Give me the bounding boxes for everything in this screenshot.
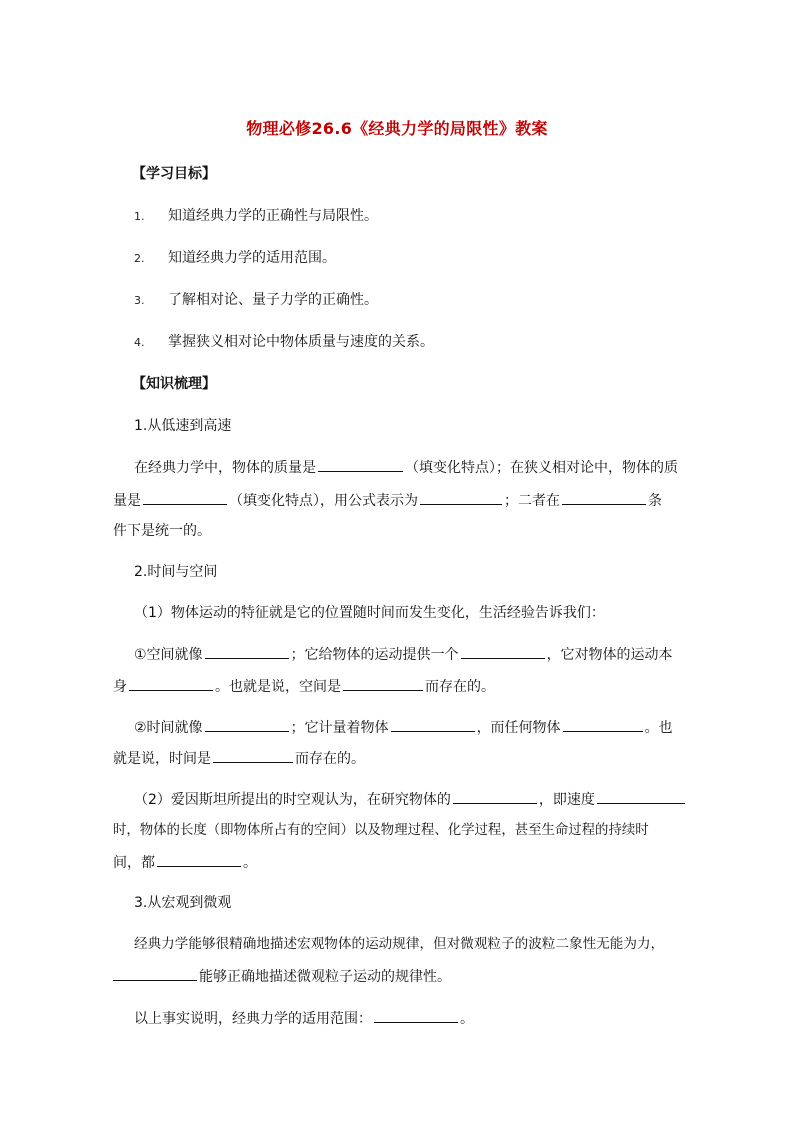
paragraph-line [134, 1008, 474, 1029]
answer-blank [420, 490, 502, 505]
section-heading-learning-goals: 【学习目标】 [132, 166, 216, 182]
text-run: （2）爱因斯坦所提出的时空观认为，在研究物体的 [134, 792, 451, 808]
text-run: 就是说，时间是 [113, 751, 211, 767]
paragraph-line [113, 676, 495, 697]
answer-blank [143, 490, 227, 505]
list-item-text: 掌握狭义相对论中物体质量与速度的关系。 [168, 334, 434, 350]
list-item-number: 2. [134, 252, 145, 265]
answer-blank [157, 852, 241, 867]
paragraph-line [134, 789, 687, 810]
list-item-text: 知道经典力学的正确性与局限性。 [168, 208, 378, 224]
answer-blank [113, 966, 197, 981]
answer-blank [343, 676, 423, 691]
answer-blank [129, 676, 213, 691]
text-run: 。 [243, 855, 257, 871]
paragraph-line [113, 748, 365, 769]
text-run: ，即速度 [538, 792, 595, 808]
answer-blank [461, 644, 545, 659]
answer-blank [213, 748, 293, 763]
answer-blank [374, 1008, 458, 1023]
list-item-number: 1. [134, 210, 145, 223]
list-item-number: 4. [134, 336, 145, 349]
answer-blank [205, 717, 289, 732]
text-run: ；它计量着物体 [290, 720, 389, 736]
list-item [134, 248, 336, 269]
subsection-label: 2.时间与空间 [134, 564, 218, 580]
paragraph-line: 件下是统一的。 [113, 523, 211, 539]
answer-blank [597, 789, 685, 804]
text-run: 而存在的。 [425, 679, 495, 695]
subsection-label: 3.从宏观到微观 [134, 895, 232, 911]
document-title: 物理必修26.6《经典力学的局限性》教案 [246, 119, 548, 138]
text-run: （填变化特点），用公式表示为 [229, 493, 418, 509]
subsection-label: 1.从低速到高速 [134, 418, 232, 434]
text-run: 间，都 [113, 855, 155, 871]
list-item [134, 206, 378, 227]
text-run: 条 [648, 493, 662, 509]
paragraph-line [134, 457, 678, 478]
text-run: 而存在的。 [295, 751, 365, 767]
text-run: ，而任何物体 [476, 720, 561, 736]
answer-blank [205, 644, 289, 659]
text-run: ②时间就像 [134, 720, 203, 736]
list-item-text: 了解相对论、量子力学的正确性。 [168, 292, 378, 308]
text-run: 量是 [113, 493, 141, 509]
answer-blank [562, 490, 646, 505]
answer-blank [391, 717, 475, 732]
text-run: ；二者在 [504, 493, 560, 509]
text-run: 以上事实说明，经典力学的适用范围： [134, 1011, 372, 1027]
list-item-number: 3. [134, 294, 145, 307]
text-run: ①空间就像 [134, 647, 203, 663]
answer-blank [318, 457, 403, 472]
paragraph-line [134, 717, 673, 738]
paragraph-line: （1）物体运动的特征就是它的位置随时间而发生变化，生活经验告诉我们： [134, 605, 605, 621]
list-item [134, 290, 378, 311]
text-run: 能够正确地描述微观粒子运动的规律性。 [199, 969, 451, 985]
paragraph-line [113, 966, 451, 987]
list-item-text: 知道经典力学的适用范围。 [168, 250, 336, 266]
text-run: ，它对物体的运动本 [546, 647, 673, 663]
answer-blank [563, 717, 643, 732]
paragraph-line [113, 490, 662, 511]
paragraph-line: 经典力学能够很精确地描述宏观物体的运动规律，但对微观粒子的波粒二象性无能为力， [134, 936, 665, 952]
answer-blank [453, 789, 537, 804]
text-run: 。 [460, 1011, 474, 1027]
text-run: 在经典力学中，物体的质量是 [134, 460, 316, 476]
paragraph-line: 时，物体的长度（即物体所占有的空间）以及物理过程、化学过程，甚至生命过程的持续时 [113, 823, 649, 838]
text-run: 。也 [644, 720, 673, 736]
text-run: （填变化特点）；在狭义相对论中，物体的质 [405, 460, 678, 476]
text-run: 。也就是说，空间是 [215, 679, 341, 695]
paragraph-line [134, 644, 673, 665]
list-item [134, 332, 434, 353]
paragraph-line [113, 852, 257, 873]
text-run: ；它给物体的运动提供一个 [290, 647, 459, 663]
section-heading-knowledge: 【知识梳理】 [132, 376, 216, 392]
text-run: 身 [113, 679, 127, 695]
